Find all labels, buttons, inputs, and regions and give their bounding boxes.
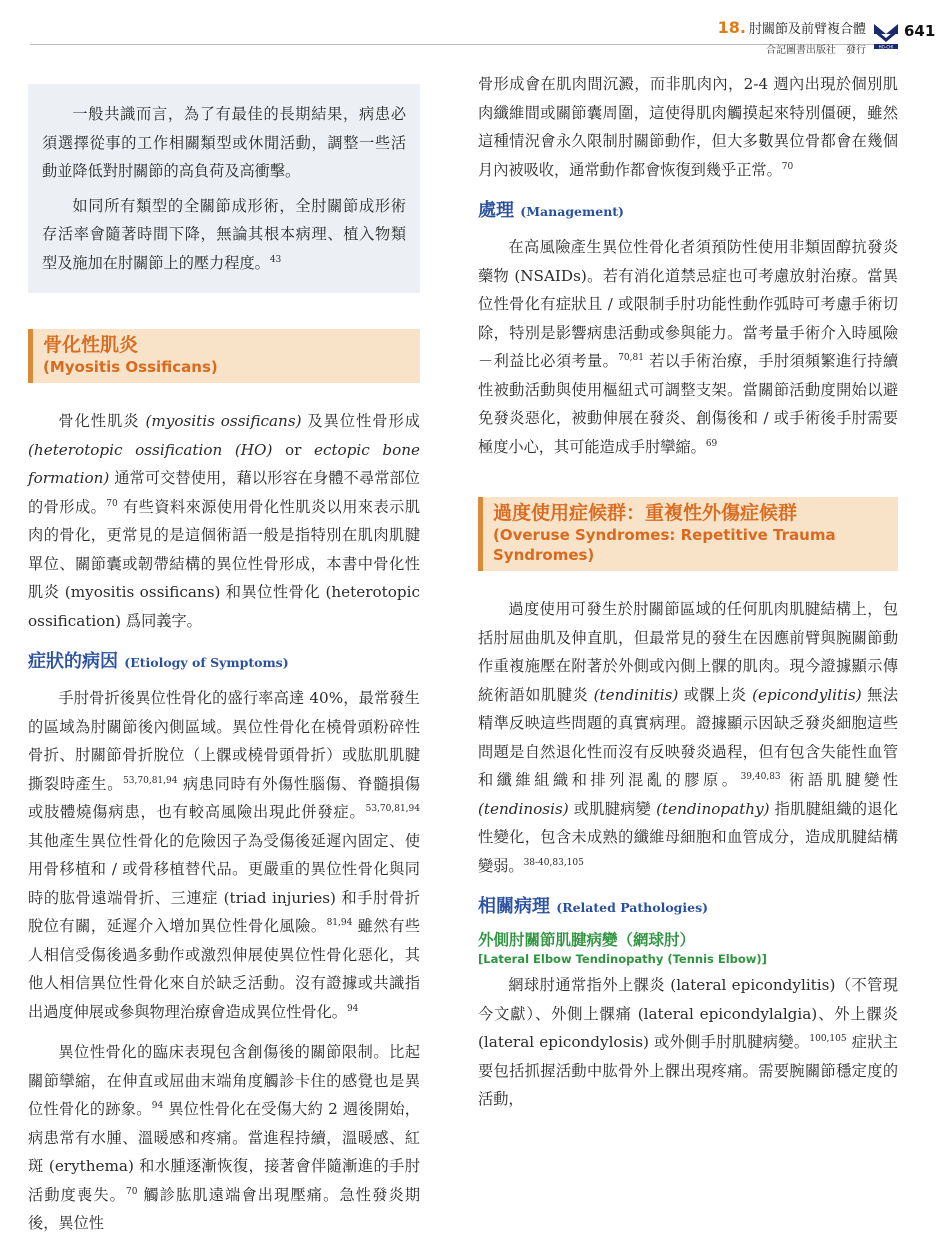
- callout-paragraph-2: 如同所有類型的全關節成形術，全肘關節成形術存活率會隨著時間下降，無論其根本病理、植入物類型及施加在肘關節上的壓力程度。$^{43}$: [42, 196, 406, 272]
- section-heading-myositis: [28, 329, 420, 383]
- subsection-title: 外側肘關節肌腱病變（網球肘）: [478, 931, 696, 949]
- right-column: [478, 70, 898, 1114]
- section-heading-overuse: [478, 497, 898, 571]
- callout-paragraph-1: 一般共識而言，為了有最佳的長期結果，病患必須選擇從事的工作相關類型或休閒活動，調整一些活動並降低對肘關節的高負荷及高衝擊。: [42, 105, 406, 180]
- callout-box: [28, 84, 420, 293]
- paragraph-management: 在高風險產生異位性骨化者須預防性使用非類固醇抗發炎藥物 (NSAIDs)。若有消化道禁忌症也可考慮放射治療。當異位性骨化有症狀且 / 或限制手肘功能性動作弧時可考慮手術切除，特別是影響病患活動或參與能力。當考量手術介入時風險－利益比必須考量。$^{70,81}$ 若以手術治療，手肘須頻繁進行持續性被動活動與使用樞紐式可調整支架。當關節活動度開始以避免發炎惡化，被動伸展在發炎、創傷後和 / 或手術後手肘需要極度小心，其可能造成手肘攣縮。$^{69}$: [478, 238, 899, 456]
- page-number: 641: [904, 22, 936, 40]
- left-column: [28, 70, 420, 1238]
- paragraph-clinical: 異位性骨化的臨床表現包含創傷後的關節限制。比起關節攣縮，在伸直或屈曲末端角度觸診卡住的感覺也是異位性骨化的跡象。$^{94}$ 異位性骨化在受傷大約 2 週後開始，病患常有水腫、溫暖感和疼痛。當進程持續，溫暖感、紅斑 (erythema) 和水腫逐漸恢復，接著會伴隨漸進的手肘活動度喪失。$^{70}$ 觸診肱肌遠端會出現壓痛。急性發炎期後，異位性: [28, 1043, 421, 1232]
- subsection-subtitle: [Lateral Elbow Tendinopathy (Tennis Elbow)]: [478, 952, 767, 966]
- logo-text: HO-CHI: [878, 44, 894, 50]
- section-title: 骨化性肌炎: [43, 334, 139, 356]
- publisher-line: 合記圖書出版社 發行: [766, 45, 866, 56]
- page-header: [0, 0, 946, 60]
- paragraph-tennis-elbow: 網球肘通常指外上髁炎 (lateral epicondylitis)（不管現今文獻）、外側上髁痛 (lateral epicondylalgia)、外上髁炎 (lateral epicondylosis) 或外側手肘肌腱病變。$^{100,105}$ 症狀主要包括抓握活動中肱骨外上髁出現疼痛。需要腕關節穩定度的活動，: [478, 976, 898, 1108]
- heading-management: 處理 (Management): [478, 200, 624, 221]
- chapter-title: [718, 18, 866, 37]
- chapter-name: 肘關節及前臂複合體: [748, 22, 866, 37]
- paragraph-overuse: 過度使用可發生於肘關節區域的任何肌肉肌腱結構上，包括肘屈曲肌及伸直肌，但最常見的發生在因應前臂與腕關節動作重複施壓在附著於外側或內側上髁的肌肉。現今證據顯示傳統術語如肌腱炎 (tendinitis) 或髁上炎 (epicondylitis) 無法精準反映這些問題的真實病理。證據顯示因缺乏發炎細胞這些問題是自然退化性而沒有反映發炎過程，但有包含失能性血管和纖維組織和排列混亂的膠原。$^{39,40,83}$ 術語肌腱變性 (tendinosis) 或肌腱病變 (tendinopathy) 指肌腱組織的退化性變化，包含未成熟的纖維母細胞和血管成分，造成肌腱結構變弱。$^{38-40,83,105}$: [478, 600, 899, 875]
- heading-etiology: 症狀的病因 (Etiology of Symptoms): [28, 651, 289, 672]
- publisher-logo-icon: [872, 20, 900, 50]
- paragraph-continued: 骨形成會在肌肉間沉澱，而非肌肉內，2-4 週內出現於個別肌肉纖維間或關節囊周圍，這使得肌肉觸摸起來特別僵硬，雖然這種情況會永久限制肘關節動作，但大多數異位骨都會在幾個月內被吸收，通常動作都會恢復到幾乎正常。$^{70}$: [478, 75, 898, 179]
- header-rule: [30, 44, 882, 45]
- paragraph-etiology: 手肘骨折後異位性骨化的盛行率高達 40%，最常發生的區域為肘關節後內側區域。異位性骨化在橈骨頭粉碎性骨折、肘關節骨折脫位（上髁或橈骨頭骨折）或肱肌肌腱撕裂時產生。$^{53,70,81,94}$ 病患同時有外傷性腦傷、脊髓損傷或肢體燒傷病患，也有較高風險出現此併發症。$^{53,70,81,94}$ 其他產生異位性骨化的危險因子為受傷後延遲內固定、使用骨移植和 / 或骨移植替代品。更嚴重的異位性骨化與同時的肱骨遠端骨折、三連症 (triad injuries) 和手肘骨折脫位有關，延遲介入增加異位性骨化風險。$^{81,94}$ 雖然有些人相信受傷後過多動作或激烈伸展使異位性骨化惡化，其他人相信異位性骨化來自於缺乏活動。沒有證據或共識指出過度伸展或參與物理治療會造成異位性骨化。$^{94}$: [28, 689, 421, 1021]
- paragraph-intro: 骨化性肌炎 (myositis ossificans) 及異位性骨形成 (heterotopic ossification (HO) or ectopic bone formation) 通常可交替使用，藉以形容在身體不尋常部位的骨形成。$^{70}$ 有些資料來源使用骨化性肌炎以用來表示肌肉的骨化，更常見的是這個術語一般是指特別在肌肉肌腱單位、關節囊或韌帶結構的異位性骨形成，本書中骨化性肌炎 (myositis ossificans) 和異位性骨化 (heterotopic ossification) 爲同義字。: [28, 412, 421, 630]
- section-title: 過度使用症候群：重複性外傷症候群: [493, 502, 798, 524]
- section-subtitle: (Overuse Syndromes: Repetitive Trauma Syndromes): [493, 526, 836, 564]
- heading-related-pathologies: 相關病理 (Related Pathologies): [478, 896, 709, 917]
- section-subtitle: (Myositis Ossificans): [43, 358, 218, 376]
- chapter-number: 18.: [717, 18, 746, 37]
